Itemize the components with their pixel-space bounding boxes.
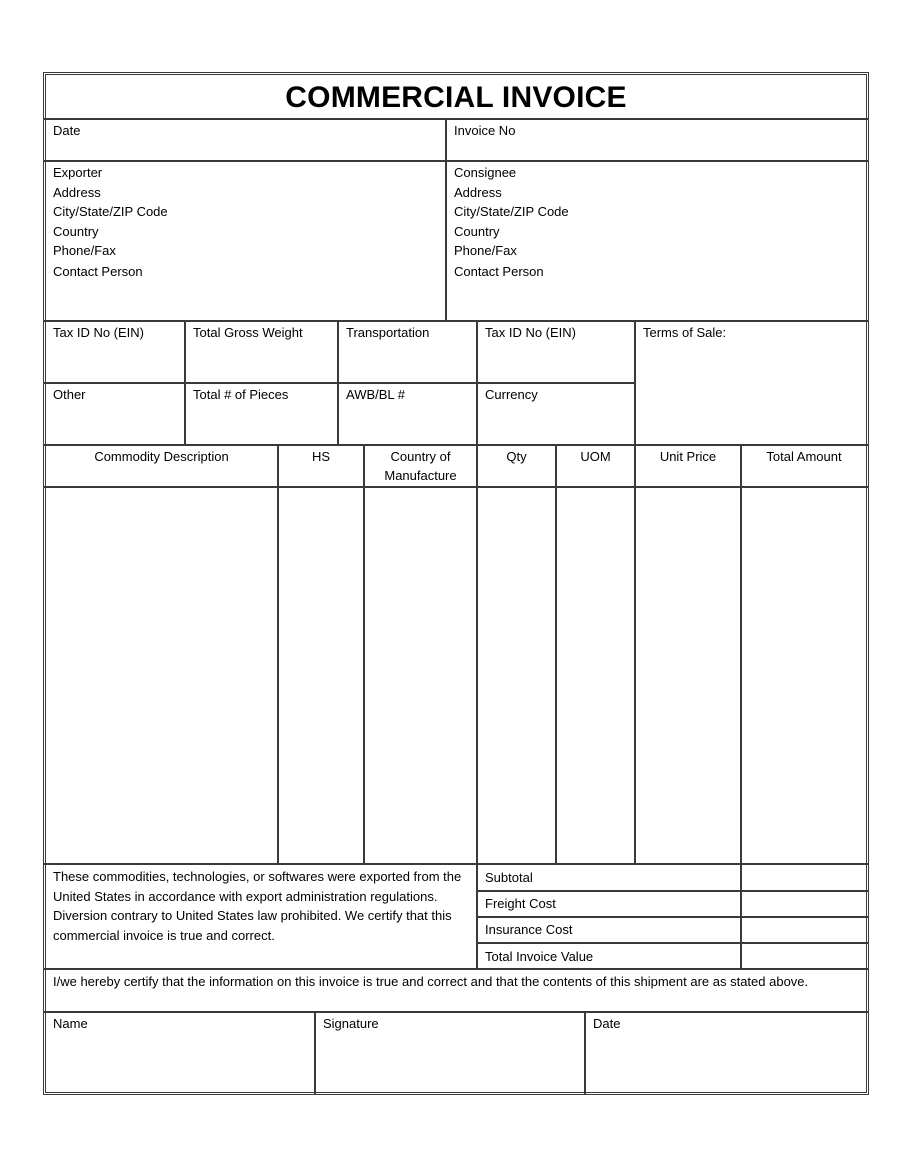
insurance-cost-value-field[interactable] (742, 918, 866, 942)
outer-border-bottom (43, 1094, 869, 1095)
consignee-tax-id-field[interactable]: Tax ID No (EIN) (485, 325, 577, 340)
outer-border-right (868, 72, 869, 1095)
date-field[interactable]: Date (53, 123, 81, 138)
freight-cost-label: Freight Cost (485, 896, 556, 911)
row-line (44, 968, 868, 970)
exporter-label: Exporter (53, 165, 103, 180)
row-line (44, 160, 868, 162)
outer-border-left (43, 72, 44, 1095)
header-unit-price: Unit Price (659, 449, 717, 464)
exporter-contact: Contact Person (53, 264, 143, 279)
outer-border-top (43, 72, 869, 73)
freight-cost-value-field[interactable] (742, 892, 866, 916)
row-line (44, 444, 868, 446)
exporter-phone: Phone/Fax (53, 243, 116, 258)
consignee-contact: Contact Person (454, 264, 544, 279)
other-field[interactable]: Other (53, 387, 86, 402)
export-statement: These commodities, technologies, or softwares were exported from the United States in accordance with export administration regulations. Diversion contrary to United States law prohibited. We certify that this commercial invoice is true and correct. (53, 869, 462, 943)
col-line (584, 1012, 586, 1094)
row-line (44, 1011, 868, 1013)
header-hs: HS (311, 449, 331, 464)
certification-statement: I/we hereby certify that the information on this invoice is true and correct and that the contents of this shipment are as stated above. (53, 974, 809, 989)
outer-border-right-inner (866, 74, 867, 1093)
row-line (44, 320, 868, 322)
currency-field[interactable]: Currency (485, 387, 538, 402)
header-commodity-description: Commodity Description (94, 449, 229, 464)
row-line (44, 118, 868, 120)
consignee-address: Address (454, 185, 502, 200)
exporter-address: Address (53, 185, 101, 200)
invoice-title: COMMERCIAL INVOICE (285, 81, 627, 114)
row-line (44, 382, 635, 384)
header-qty: Qty (506, 449, 527, 464)
pieces-field[interactable]: Total # of Pieces (193, 387, 289, 402)
exporter-tax-id-field[interactable]: Tax ID No (EIN) (53, 325, 145, 340)
col-line (314, 1012, 316, 1094)
total-invoice-value-label: Total Invoice Value (485, 949, 594, 964)
signature-date-field[interactable]: Date (593, 1016, 621, 1031)
item-entry-area[interactable] (46, 488, 866, 863)
header-uom: UOM (580, 449, 611, 464)
invoice-no-field[interactable]: Invoice No (454, 123, 516, 138)
exporter-city: City/State/ZIP Code (53, 204, 168, 219)
awb-field[interactable]: AWB/BL # (346, 387, 406, 402)
transportation-field[interactable]: Transportation (346, 325, 430, 340)
signature-field[interactable]: Signature (323, 1016, 379, 1031)
header-country-line1: Country of (390, 449, 451, 464)
col-line (184, 321, 186, 445)
insurance-cost-label: Insurance Cost (485, 922, 573, 937)
header-total-amount: Total Amount (766, 449, 842, 464)
header-country-line2: Manufacture (384, 468, 457, 483)
consignee-city: City/State/ZIP Code (454, 204, 569, 219)
consignee-phone: Phone/Fax (454, 243, 517, 258)
consignee-label: Consignee (454, 165, 517, 180)
total-invoice-value-field[interactable] (742, 944, 866, 968)
subtotal-label: Subtotal (485, 870, 533, 885)
col-line (445, 119, 447, 321)
gross-weight-field[interactable]: Total Gross Weight (193, 325, 303, 340)
subtotal-value-field[interactable] (742, 865, 866, 890)
col-line (337, 321, 339, 445)
outer-border-bottom-inner (45, 1092, 867, 1093)
outer-border-top-inner (45, 74, 867, 75)
consignee-country: Country (454, 224, 500, 239)
exporter-country: Country (53, 224, 99, 239)
name-field[interactable]: Name (53, 1016, 88, 1031)
terms-of-sale-field[interactable]: Terms of Sale: (643, 325, 727, 340)
